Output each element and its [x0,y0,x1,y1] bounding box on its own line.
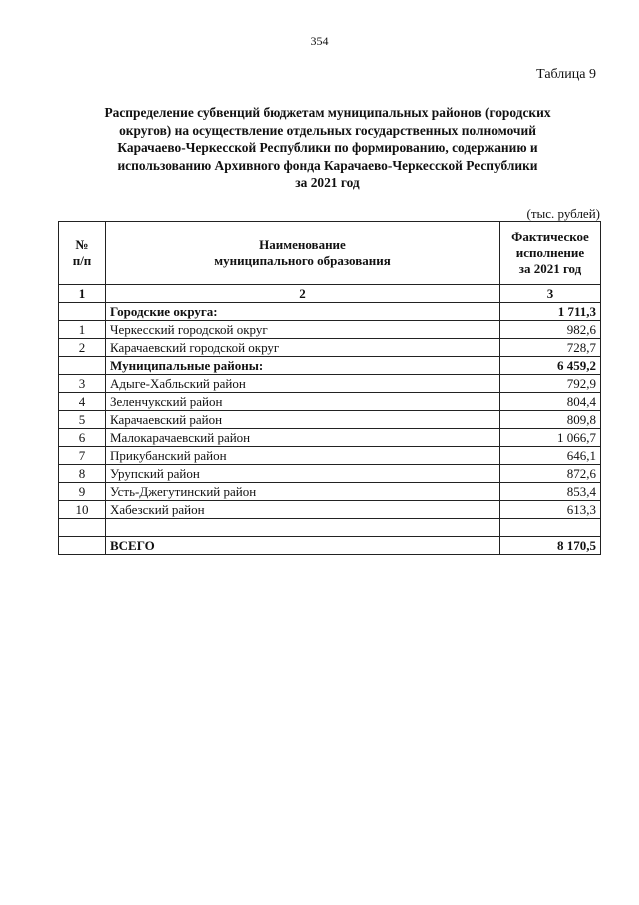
title-line: использованию Архивного фонда Карачаево-Черкесской Республики [117,157,538,173]
table-row [59,339,601,357]
group-row [59,357,601,375]
row-number: 8 [59,465,106,483]
index-cell: 2 [106,285,500,303]
row-number: 3 [59,375,106,393]
title-line: за 2021 год [295,175,360,190]
actual-value: 792,9 [500,375,601,393]
row-number: 5 [59,411,106,429]
row-number [59,357,106,375]
actual-value: 646,1 [500,447,601,465]
header-name: Наименование муниципального образования [106,222,500,285]
index-cell: 3 [500,285,601,303]
row-number [59,519,106,537]
table-row [59,429,601,447]
actual-value: 8 170,5 [500,537,601,555]
actual-value [500,519,601,537]
table-row [59,519,601,537]
row-number: 6 [59,429,106,447]
table-row [59,375,601,393]
municipality-name: ВСЕГО [106,537,500,555]
row-number [59,303,106,321]
column-index-row [59,285,601,303]
table-row [59,411,601,429]
actual-value: 6 459,2 [500,357,601,375]
document-title [70,104,585,192]
actual-value: 1 711,3 [500,303,601,321]
municipality-name: Усть-Джегутинский район [106,483,500,501]
actual-value: 804,4 [500,393,601,411]
table-row [59,447,601,465]
row-number [59,537,106,555]
table-header-row [59,222,601,285]
table-row [59,501,601,519]
actual-value: 1 066,7 [500,429,601,447]
actual-value: 809,8 [500,411,601,429]
municipality-name: Малокарачаевский район [106,429,500,447]
municipality-name: Муниципальные районы: [106,357,500,375]
municipality-name: Карачаевский район [106,411,500,429]
row-number: 7 [59,447,106,465]
total-row [59,537,601,555]
title-line: Распределение субвенций бюджетам муниципальных районов (городских [104,105,551,120]
actual-value: 853,4 [500,483,601,501]
table-label: Таблица 9 [536,67,596,82]
municipality-name: Прикубанский район [106,447,500,465]
row-number: 4 [59,393,106,411]
row-number: 9 [59,483,106,501]
row-number: 10 [59,501,106,519]
row-number: 1 [59,321,106,339]
row-number: 2 [59,339,106,357]
index-cell: 1 [59,285,106,303]
municipality-name: Адыге-Хабльский район [106,375,500,393]
actual-value: 872,6 [500,465,601,483]
table-row [59,393,601,411]
title-line: Карачаево-Черкесской Республики по формированию, содержанию и [117,140,538,155]
page-number: 354 [310,34,329,48]
table-row [59,483,601,501]
unit-note: (тыс. рублей) [526,206,600,221]
municipality-name: Урупский район [106,465,500,483]
table-row [59,321,601,339]
subsidy-table [58,221,601,555]
municipality-name: Городские округа: [106,303,500,321]
actual-value: 982,6 [500,321,601,339]
title-line: округов) на осуществление отдельных государственных полномочий [119,122,536,138]
municipality-name: Хабезский район [106,501,500,519]
table-row [59,465,601,483]
actual-value: 728,7 [500,339,601,357]
header-num: № п/п [59,222,106,285]
municipality-name: Черкесский городской округ [106,321,500,339]
municipality-name: Зеленчукский район [106,393,500,411]
municipality-name [106,519,500,537]
municipality-name: Карачаевский городской округ [106,339,500,357]
header-value: Фактическое исполнение за 2021 год [500,222,601,285]
actual-value: 613,3 [500,501,601,519]
group-row [59,303,601,321]
